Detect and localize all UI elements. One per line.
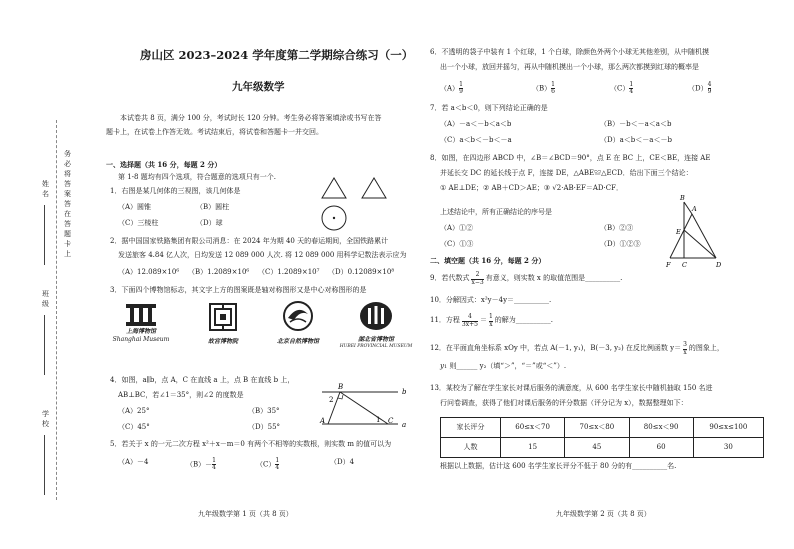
q6-option-d: （D） $\frac{4}{9}$ — [688, 81, 712, 95]
q2-stem-line-2: 发送旅客 4.84 亿人次，日均发送 12 089 000 人次. 将 12 089 000 用科学记数法表示应为 — [118, 251, 407, 259]
logo-caption-shanghai-en: Shanghai Museum — [112, 336, 170, 344]
q8-stem-line-4: 上述结论中，所有正确结论的序号是 — [440, 208, 552, 216]
score-table-header: 80≤x＜90 — [629, 418, 693, 438]
score-table-header: 家长评分 — [441, 418, 501, 438]
school-underline — [44, 435, 45, 495]
logo-beijing-natural-history — [262, 300, 334, 346]
q4-option-c: （C）45° — [118, 423, 150, 431]
q8-stem-line-2: 并延长交 DC 的延长线于点 F，连接 DE，△ABE≌△ECD．给出下面三个结论： — [440, 169, 693, 177]
q2-option-b: （B）1.2089×10⁶ — [188, 268, 250, 276]
q8-option-c: （C）①③ — [440, 240, 474, 248]
q2-stem-line-1: 2．据中国国家铁路集团有限公司消息：在 2024 年为期 40 天的春运期间，全国铁路累计 — [110, 237, 389, 245]
q8-stem-line-3: ① AE⊥DE；② AB＋CD＞AE；③ √2·AB·EF＝AD·CF． — [440, 184, 623, 192]
q12-stem-line-1: 12．在平面直角坐标系 xOy 中，若点 A(－1, y₁)，B(－3, y₂) 在反比例函数 y＝ 3 x 的图象上， — [430, 341, 724, 356]
score-table-header: 60≤x＜70 — [501, 418, 565, 438]
q6-option-b: （B） $\frac{1}{6}$ — [532, 81, 555, 95]
score-table-header-row — [441, 418, 764, 438]
q2-option-d: （D）0.12089×10⁸ — [328, 268, 395, 276]
q5-stem: 5．若关于 x 的一元二次方程 x²＋x－m＝0 有两个不相等的实数根，则实数 m 的值可以为 — [110, 440, 392, 448]
score-table-cell: 15 — [501, 438, 565, 458]
fig8-label-c: C — [682, 261, 687, 269]
section1-note: 第 1-8 题均有四个选项，符合题意的选项只有一个. — [118, 173, 276, 181]
logo-caption-hubei-en: HUBEI PROVINCIAL MUSEUM — [339, 344, 413, 350]
fig4-label-b-point: B — [338, 383, 344, 391]
score-table — [440, 417, 764, 458]
q8-option-b: （B）②③ — [600, 224, 634, 232]
logo-caption-beijing: 北京自然博物馆 — [276, 338, 319, 345]
name-label: 姓名 — [41, 180, 50, 200]
q11-stem: 11．方程 4 3x+5 ＝ 1 x 的解为__________. — [430, 313, 554, 328]
fig8-label-b: B — [680, 194, 685, 202]
q6-stem-line-2: 出一个小球，放回并摇匀，再从中随机摸出一个小球，那么两次都摸到红球的概率是 — [440, 63, 699, 71]
score-table-header: 90≤x≤100 — [693, 418, 763, 438]
q8-quadrilateral-figure — [664, 192, 734, 270]
q9-stem: 9．若代数式 2 x−3 有意义，则实数 x 的取值范围是__________. — [430, 271, 623, 286]
fig4-label-line-b: b — [402, 388, 407, 396]
fig8-label-a: A — [692, 205, 697, 213]
binding-line — [56, 120, 57, 500]
subject-title: 九年级数学 — [232, 81, 285, 93]
q4-stem-line-1: 4．如图，a∥b，点 A，C 在直线 a 上，点 B 在直线 b 上， — [110, 376, 295, 384]
q5-option-b: （B）－ $\frac{1}{4}$ — [186, 457, 216, 471]
logo-shanghai-museum — [112, 302, 170, 344]
q7-stem: 7．若 a＜b＜0，则下列结论正确的是 — [430, 104, 548, 112]
q1-option-a: （A）圆锥 — [118, 203, 152, 211]
hubei-museum-emblem — [358, 300, 394, 332]
fig8-label-f: F — [666, 261, 671, 269]
q4-parallel-lines-figure — [318, 380, 410, 430]
q1-option-c: （C）三棱柱 — [118, 219, 159, 227]
fig8-label-e: E — [676, 228, 681, 236]
q10-stem: 10．分解因式：x²y－4y＝__________. — [430, 296, 552, 304]
q8-stem-line-1: 8．如图，在四边形 ABCD 中，∠B＝∠BCD＝90°，点 E 在 BC 上，CE＜BE，连接 AE — [430, 154, 711, 162]
q4-option-d: （D）55° — [248, 423, 281, 431]
fig4-label-a-point: A — [320, 417, 326, 425]
fig4-label-line-a: a — [402, 421, 407, 429]
q5-option-d: （D）4 — [330, 458, 355, 466]
q7-option-d: （D）a＜b＜－a＜－b — [600, 136, 672, 144]
q4-option-a: （A）25° — [118, 407, 150, 415]
section1-heading: 一、选择题（共 16 分，每题 2 分） — [106, 160, 222, 169]
page2-footer: 九年级数学第 2 页（共 8 页） — [556, 510, 651, 518]
q3-stem: 3．下面四个博物馆标志，其文字上方的图案既是轴对称图形又是中心对称图形的是 — [110, 286, 367, 294]
fig4-label-angle-2: 2 — [329, 396, 334, 404]
q13-stem-line-2: 行问卷调查，获得了他们对课后服务的评分数据（评分记为 x），数据整理如下： — [440, 399, 688, 407]
q6-stem-line-1: 6．不透明的袋子中装有 1 个红球，1 个白球，除颜色外两个小球无其他差别，从中随机摸 — [430, 48, 710, 56]
q7-option-a: （A）－a＜－b＜a＜b — [440, 120, 512, 128]
fig4-label-angle-1: 1 — [376, 416, 381, 424]
logo-caption-hubei: 湖北省博物馆 — [357, 336, 394, 343]
logo-caption-shanghai: 上海博物馆 — [125, 328, 156, 335]
logo-palace-museum — [188, 302, 258, 346]
q4-option-b: （B）35° — [248, 407, 280, 415]
palace-museum-emblem — [208, 302, 238, 332]
q7-option-b: （B）－b＜－a＜a＜b — [600, 120, 672, 128]
q1-option-b: （B）圆柱 — [196, 203, 230, 211]
class-underline — [44, 315, 45, 375]
school-label: 学校 — [41, 410, 50, 430]
page1-footer: 九年级数学第 1 页（共 8 页） — [198, 510, 293, 518]
q6-option-c: （C） $\frac{1}{4}$ — [610, 81, 634, 95]
q8-option-d: （D）①②③ — [600, 240, 641, 248]
fig8-label-d: D — [716, 261, 722, 269]
binding-seal-text: 务必将答案答在答题卡上 — [63, 150, 72, 260]
logo-hubei-museum — [336, 300, 416, 350]
q13-stem-line-1: 13．某校为了解在学生家长对课后服务的满意度，从 600 名学生家长中随机抽取 150 名进 — [430, 384, 713, 392]
logo-caption-palace: 故宫博物院 — [207, 338, 238, 345]
score-table-row — [441, 438, 764, 458]
q13-question: 根据以上数据，估计这 600 名学生家长评分不低于 80 分的有__________名. — [440, 462, 677, 470]
notice-line-2: 题卡上，在试卷上作答无效。考试结束后，将试卷和答题卡一并交回。 — [106, 128, 323, 136]
natural-history-emblem — [282, 300, 314, 332]
exam-title: 房山区 2023–2024 学年度第二学期综合练习（一） — [140, 48, 414, 62]
q12-stem-line-2: y1 则______ y₂（填“＞”，“＝”或“＜”）. — [440, 362, 567, 370]
fig4-label-c-point: C — [388, 417, 394, 425]
score-table-row-label: 人数 — [441, 438, 501, 458]
notice-line-1: 本试卷共 8 页，满分 100 分，考试时长 120 分钟。考生务必将答案填涂或书写在答 — [120, 114, 382, 122]
q8-option-a: （A）①② — [440, 224, 474, 232]
q1-stem: 1．右图是某几何体的三视图，该几何体是 — [110, 187, 241, 195]
q1-option-d: （D）球 — [196, 219, 223, 227]
shanghai-museum-emblem — [124, 302, 158, 328]
class-label: 班级 — [41, 290, 50, 310]
section2-heading: 二、填空题（共 16 分，每题 2 分） — [430, 256, 546, 265]
three-view-figure — [318, 176, 394, 238]
q6-option-a: （A） $\frac{1}{9}$ — [440, 81, 463, 95]
q5-option-c: （C） $\frac{1}{4}$ — [256, 457, 280, 471]
q5-option-a: （A）－4 — [118, 458, 149, 466]
score-table-header: 70≤x＜80 — [565, 418, 629, 438]
q2-option-a: （A）12.089×10⁶ — [118, 268, 180, 276]
q2-option-c: （C）1.2089×10⁷ — [258, 268, 320, 276]
q7-option-c: （C）a＜b＜－b＜－a — [440, 136, 512, 144]
name-underline — [44, 205, 45, 265]
q4-stem-line-2: AB⊥BC，若∠1＝35°，则∠2 的度数是 — [118, 391, 244, 399]
score-table-cell: 30 — [693, 438, 763, 458]
score-table-cell: 45 — [565, 438, 629, 458]
score-table-cell: 60 — [629, 438, 693, 458]
